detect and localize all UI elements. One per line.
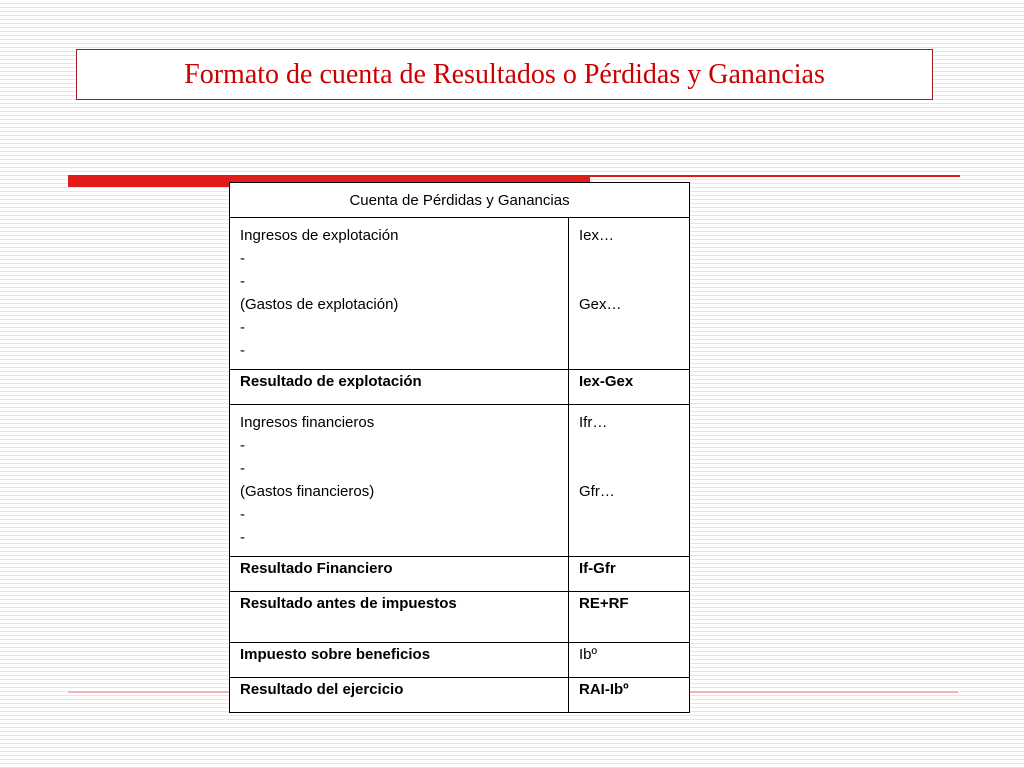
slide-title: Formato de cuenta de Resultados o Pérdidas y Ganancias <box>184 58 825 90</box>
explotacion-value: Iex… <box>579 227 615 244</box>
table-row <box>230 557 690 592</box>
resultado-antes-impuestos-label: Resultado antes de impuestos <box>230 592 569 643</box>
explotacion-value <box>579 270 679 293</box>
table-row <box>230 218 690 370</box>
explotacion-values-cell <box>569 218 690 370</box>
resultado-ejercicio-value: RAI-Ibº <box>569 678 690 713</box>
table-row <box>230 405 690 557</box>
table-row <box>230 370 690 405</box>
explotacion-item: - <box>240 250 245 267</box>
financiero-value: Ifr… <box>579 414 608 431</box>
financiero-item: - <box>240 437 245 454</box>
financiero-value <box>579 434 679 457</box>
accent-line-top <box>590 175 960 177</box>
impuesto-beneficios-value: Ibº <box>569 643 690 678</box>
explotacion-items-cell <box>230 218 569 370</box>
explotacion-item: (Gastos de explotación) <box>240 296 399 313</box>
impuesto-beneficios-label: Impuesto sobre beneficios <box>230 643 569 678</box>
financiero-value <box>579 457 679 480</box>
table-row <box>230 592 690 643</box>
financiero-item: - <box>240 506 245 523</box>
financiero-values-cell <box>569 405 690 557</box>
explotacion-item: - <box>240 273 245 290</box>
table-header-row <box>230 183 690 218</box>
explotacion-value <box>579 316 679 339</box>
table-row <box>230 678 690 713</box>
financiero-value <box>579 526 679 549</box>
financiero-items-cell <box>230 405 569 557</box>
resultado-explotacion-value: Iex-Gex <box>569 370 690 405</box>
resultado-explotacion-label: Resultado de explotación <box>230 370 569 405</box>
financiero-item: Ingresos financieros <box>240 414 375 431</box>
explotacion-item: - <box>240 319 245 336</box>
explotacion-value <box>579 339 679 362</box>
explotacion-value: Gex… <box>579 296 622 313</box>
financiero-item: - <box>240 460 245 477</box>
financiero-item: - <box>240 529 245 546</box>
resultado-financiero-label: Resultado Financiero <box>230 557 569 592</box>
explotacion-item: Ingresos de explotación <box>240 227 399 244</box>
explotacion-item: - <box>240 342 245 359</box>
resultado-ejercicio-label: Resultado del ejercicio <box>230 678 569 713</box>
income-statement-table <box>229 182 690 713</box>
financiero-item: (Gastos financieros) <box>240 483 375 500</box>
table-header: Cuenta de Pérdidas y Ganancias <box>230 183 690 218</box>
slide-title-box <box>76 49 933 100</box>
table-row <box>230 643 690 678</box>
financiero-value: Gfr… <box>579 483 615 500</box>
financiero-value <box>579 503 679 526</box>
resultado-financiero-value: If-Gfr <box>569 557 690 592</box>
explotacion-value <box>579 247 679 270</box>
resultado-antes-impuestos-value: RE+RF <box>569 592 690 643</box>
